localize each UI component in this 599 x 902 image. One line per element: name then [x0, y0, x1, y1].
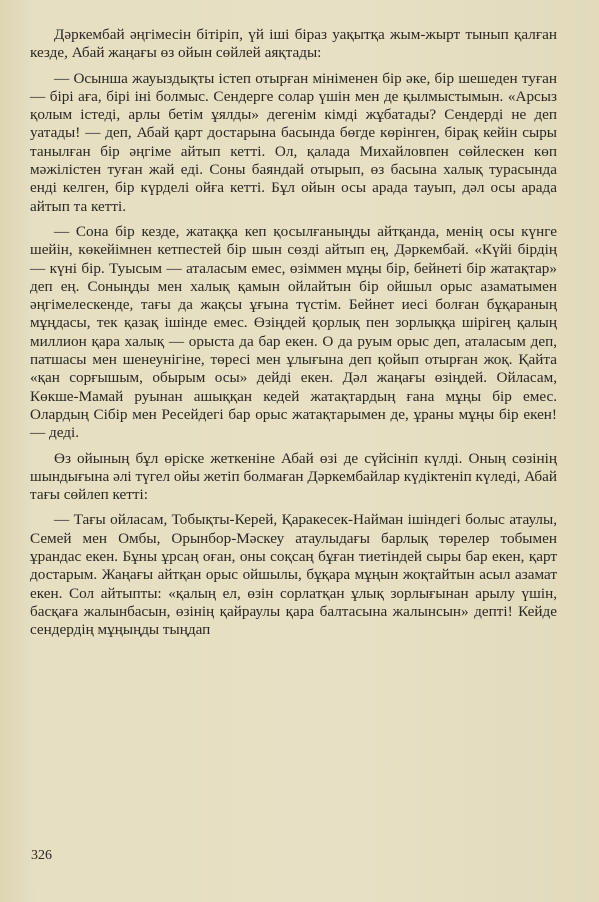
paragraph-5: — Тағы ойласам, Тобықты-Керей, Қаракесек-Найман ішіндегі болыс атаулы, Семей мен Омбы, Орынбор-Мәскеу атаулыдағы барлық төрелер тобымен ұрандас екен. Бұны ұрсаң оған, оны соқсаң бұған тиетіндей сыры бар екен, қарт достарым. Жаңағы айтқан орыс ойшылы, бұқара мұңын жоқтайтын асыл азамат екен. Сол айтыпты: «қалың ел, өзін сорлатқан ұлық зорлығынан арылу үшін, басқаға жалынбасын, өзінің қайраулы қара балтасына жалынсын» депті! Кейде сендердің мұңыңды тыңдап — [30, 511, 557, 639]
paragraph-3: — Сона бір кезде, жатаққа кеп қосылғаныңды айтқанда, менің осы күнге шейін, көкейімнен кетпестей бір шын сөзді айтып ең, Дәркембай. «Күйі бірдің — күні бір. Туысым — аталасым емес, өзіммен мұңы бір, бейнеті бір жатақтар» деп ең. Соныңды мен халық қамын ойлайтын бір ойшыл орыс азаматымен әңгімелескенде, тағы да жақсы ұғына түстім. Бейнет иесі болған бұқараның мұңдасы, тек қазақ ішінде емес. Өзіңдей қорлық пен зорлыққа шірігең қалың миллион қара халық — орыста да бар екен. О да руым орыс деп, аталасым деп, патшасы мен шенеунігіне, төресі мен ұлығына деп қойып отырған жоқ. Қайта «қан сорғышым, обырым осы» дейді екен. Дәл жаңағы өзіңдей. Ойласам, Көкше-Мамай руынан ашыққан кедей жатақтардың ғана мұңы бір емес. Олардың Сібір мен Ресейдегі бар орыс жатақтарымен де, ұраны мұңы бір екен! — деді. — [30, 222, 557, 442]
paragraph-4: Өз ойының бұл өріске жеткеніне Абай өзі де сүйсініп күлді. Оның сөзінің шындығына әлі түгел ойы жетіп болмаған Дәркембайлар күдіктеніп күледі, Абай тағы сөйлеп кетті: — [30, 449, 557, 504]
body-text — [30, 26, 557, 647]
paragraph-1: Дәркембай әңгімесін бітіріп, үй іші біраз уақытқа жым-жырт тынып қалған кезде, Абай жаңағы өз ойын сөйлей аяқтады: — [30, 26, 557, 62]
paragraph-2: — Осынша жауыздықты істеп отырған мініменен бір әке, бір шешеден туған — бірі аға, бірі іні болмыс. Сендерге солар үшін мен де қылмыстымын. «Арсыз қолым істеді, арлы бетім ұялды» дегенім кімді жұбатады? Сендерді не деп уатады! — деп, Абай қарт достарына басында бөгде көрінген, бірақ кейін сыры танылған бір әңгіме айтып кетті. Ол, қалада Михайловпен сөйлескен көп мәжілістен туған жай еді. Соны баяндай отырып, өз басына халық турасында енді келген, бір күрделі ойға кетті. Бұл ойын осы арада тауып, дәл осы арада айтып та кетті. — [30, 69, 557, 215]
page-number: 326 — [31, 848, 52, 863]
